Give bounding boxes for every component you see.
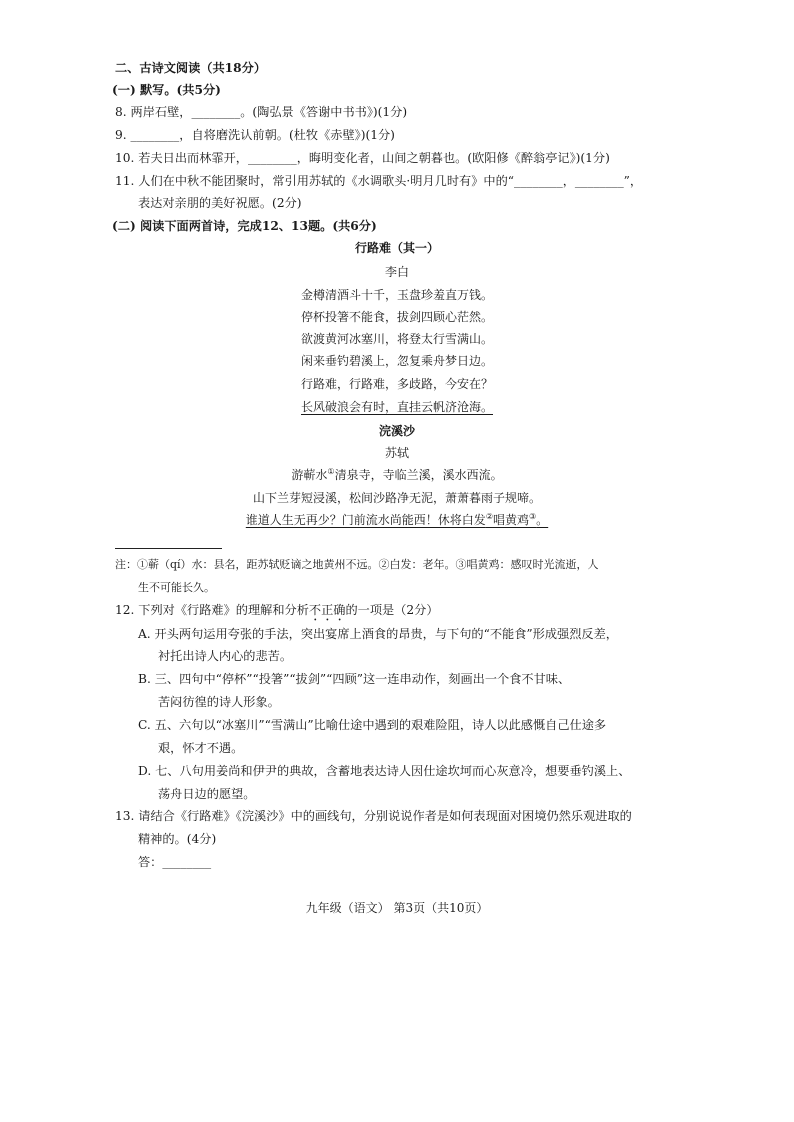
footnote-divider: [115, 548, 222, 549]
option-c-cont: 艰，怀才不遇。: [158, 741, 244, 755]
emphasis-text: 不正确: [308, 603, 346, 617]
question-10: 10. 若夫日出而林霏开，________，晦明变化者，山间之朝暮也。(欧阳修《醉翁亭记》)(1分): [115, 151, 610, 165]
poem1-line: 停杯投箸不能食，拔剑四顾心茫然。: [300, 310, 493, 324]
poem1-title: 行路难（其一）: [354, 241, 439, 255]
poem1-line: 金樽清酒斗十千，玉盘珍羞直万钱。: [300, 288, 493, 302]
poem2-preface: [0, 467, 794, 483]
part2-title: (二) 阅读下面两首诗，完成12、13题。(共6分): [112, 219, 377, 233]
poem2-line: 山下兰芽短浸溪，松间沙路净无泥，萧萧暮雨子规啼。: [252, 491, 541, 505]
page-footer: 九年级（语文） 第3页（共10页）: [305, 901, 489, 915]
option-a: A. 开头两句运用夸张的手法，突出宴席上酒食的昂贵，与下句的“不能食”形成强烈反差，: [138, 627, 618, 641]
option-b: B. 三、四句中“停杯”“投箸”“拔剑”“四顾”这一连串动作，刻画出一个食不甘味、: [138, 672, 571, 686]
option-c: C. 五、六句以“冰塞川”“雪满山”比喻仕途中遇到的艰难险阻，诗人以此感慨自己仕途多: [138, 718, 607, 732]
section-title: 二、古诗文阅读（共18分）: [115, 61, 267, 75]
question-13-line1: 13. 请结合《行路难》《浣溪沙》中的画线句，分别说说作者是如何表现面对困境仍然乐观进取的: [115, 809, 632, 823]
option-a-cont: 衬托出诗人内心的悲苦。: [158, 649, 293, 663]
footnote-marker: ②: [485, 512, 493, 521]
option-b-cont: 苦闷彷徨的诗人形象。: [158, 695, 280, 709]
footnote-line1: 注：①蕲（qí）水：县名，距苏轼贬谪之地黄州不远。②白发：老年。③唱黄鸡：感叹时光流逝，人: [115, 558, 599, 571]
underlined-text: 长风破浪会有时，直挂云帆济沧海。: [300, 400, 493, 414]
underlined-text: [246, 513, 548, 527]
poem2-author: 苏轼: [384, 446, 409, 460]
poem1-line: 欲渡黄河冰塞川，将登太行雪满山。: [300, 332, 493, 346]
question-13-line2: 精神的。(4分): [138, 832, 217, 846]
question-8: 8. 两岸石壁，________。(陶弘景《答谢中书书》)(1分): [115, 105, 408, 119]
poem1-underlined-line: [0, 399, 794, 415]
poem2-underlined-line: [0, 512, 794, 528]
answer-field: 答：________: [138, 855, 212, 869]
footnote-marker: ③: [529, 512, 537, 521]
stem-text: 12. 下列对《行路难》的理解和分析: [115, 603, 309, 617]
poem1-line: 闲来垂钓碧溪上，忽复乘舟梦日边。: [300, 354, 493, 368]
option-d: D. 七、八句用姜尚和伊尹的典故，含蓄地表达诗人因仕途坎坷而心灰意冷，想要垂钓溪上、: [138, 764, 631, 778]
part1-title: (一) 默写。(共5分): [112, 83, 221, 97]
poem1-author: 李白: [384, 265, 409, 279]
question-11-line1: 11. 人们在中秋不能团聚时，常引用苏轼的《水调歌头·明月几时有》中的“________，________”，: [115, 174, 643, 188]
preface-text: 游蕲水: [291, 468, 328, 482]
poem2-title: 浣溪沙: [378, 424, 415, 438]
footnote-line2: 生不可能长久。: [138, 581, 215, 594]
question-11-line2: 表达对亲朋的美好祝愿。(2分): [138, 196, 302, 210]
poem-text: 谁道人生无再少？门前流水尚能西！休将白发: [245, 513, 486, 527]
stem-text: 的一项是（2分）: [345, 603, 439, 617]
poem-text: 唱黄鸡: [492, 513, 529, 527]
question-12-stem: [115, 602, 439, 624]
poem-text: 。: [536, 513, 549, 527]
poem1-line: 行路难，行路难，多歧路，今安在？: [300, 377, 493, 391]
option-d-cont: 荡舟日边的愿望。: [158, 787, 256, 801]
footnote-marker: ①: [327, 467, 335, 476]
question-9: 9. ________，自将磨洗认前朝。(杜牧《赤壁》)(1分): [115, 128, 395, 142]
preface-text: 清泉寺，寺临兰溪，溪水西流。: [334, 468, 503, 482]
